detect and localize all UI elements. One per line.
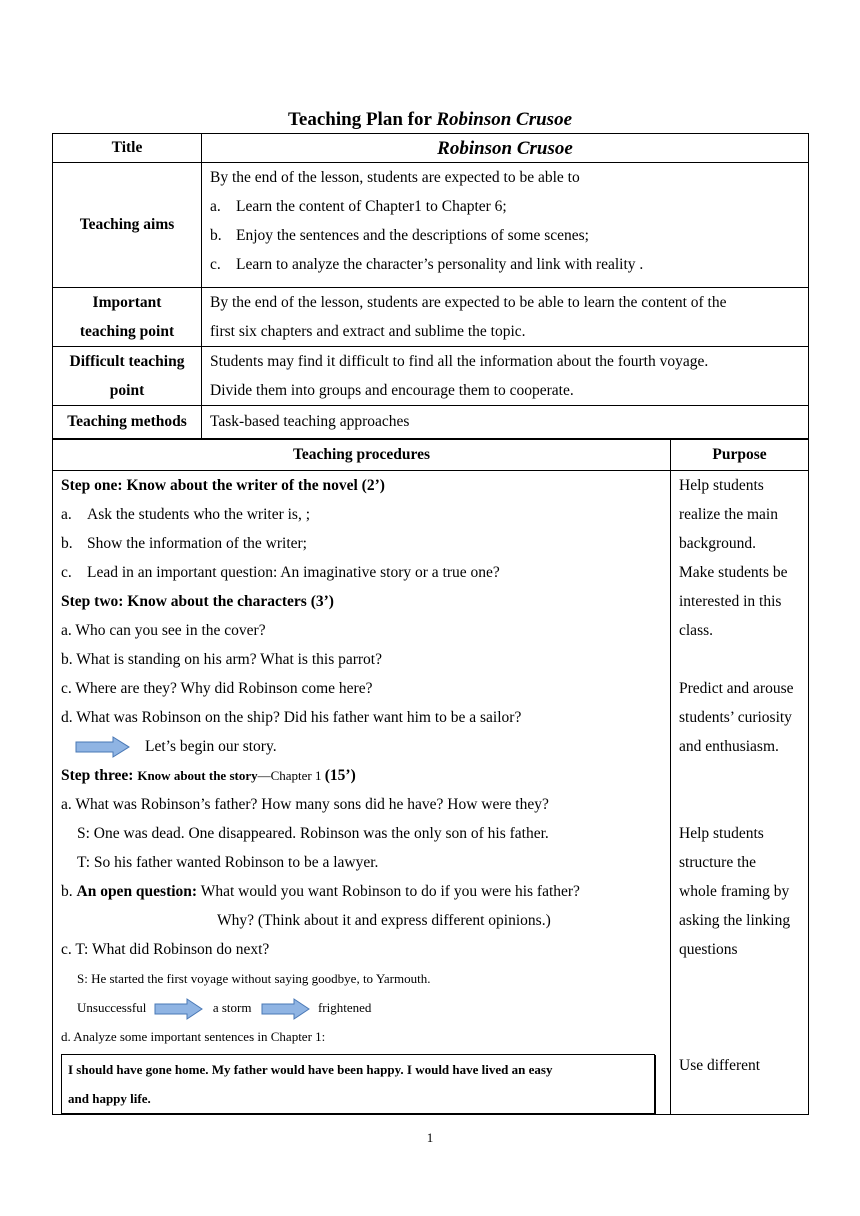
important-point-row bbox=[53, 288, 809, 347]
student-answer: S: One was dead. One disappeared. Robinson was the only son of his father. bbox=[77, 825, 549, 842]
purpose-line: and enthusiasm. bbox=[679, 738, 779, 755]
difficult-point-label: Difficult teaching point bbox=[53, 347, 202, 406]
step-item: c. T: What did Robinson do next? bbox=[61, 941, 270, 958]
purpose-line: Make students be bbox=[679, 564, 788, 581]
quote-box bbox=[61, 1054, 655, 1114]
right-arrow-icon bbox=[261, 998, 311, 1020]
purpose-line bbox=[679, 790, 808, 819]
purpose-line: background. bbox=[679, 535, 757, 552]
document-title-italic: Robinson Crusoe bbox=[436, 109, 573, 130]
purpose-line bbox=[679, 964, 808, 993]
step-item: b. Show the information of the writer; bbox=[61, 535, 307, 552]
step-three-title: Step three: Know about the story—Chapter 1 (15’) bbox=[61, 767, 356, 784]
quote-line: and happy life. bbox=[68, 1091, 151, 1106]
purpose-line bbox=[679, 993, 808, 1022]
aim-item: a. Learn the content of Chapter1 to Chapter 6; bbox=[210, 198, 507, 215]
important-point-text: first six chapters and extract and sublime the topic. bbox=[210, 323, 526, 340]
flow-step: Unsuccessful bbox=[77, 1000, 147, 1015]
flow-step: frightened bbox=[317, 1000, 372, 1015]
purpose-line bbox=[679, 1022, 808, 1051]
step-item: a. What was Robinson’s father? How many sons did he have? How were they? bbox=[61, 796, 549, 813]
purpose-line: Help students bbox=[679, 825, 764, 842]
flow-line bbox=[61, 993, 670, 1022]
overview-table bbox=[52, 133, 809, 439]
step-item: a. Ask the students who the writer is, ; bbox=[61, 506, 311, 523]
purpose-line: structure the bbox=[679, 854, 757, 871]
step-two-title: Step two: Know about the characters (3’) bbox=[61, 593, 334, 610]
title-label: Title bbox=[53, 134, 202, 163]
step-item: d. Analyze some important sentences in Chapter 1: bbox=[61, 1029, 326, 1044]
purpose-line bbox=[679, 761, 808, 790]
aims-label: Teaching aims bbox=[53, 163, 202, 288]
purpose-line: whole framing by bbox=[679, 883, 790, 900]
lets-begin-line: Let’s begin our story. bbox=[61, 732, 670, 761]
step-item: c. Lead in an important question: An imaginative story or a true one? bbox=[61, 564, 500, 581]
right-arrow-icon bbox=[75, 736, 131, 758]
purpose-line: asking the linking bbox=[679, 912, 791, 929]
title-row bbox=[53, 134, 809, 163]
purpose-line: Use different bbox=[679, 1057, 761, 1074]
aims-intro: By the end of the lesson, students are expected to be able to bbox=[210, 169, 580, 186]
step-one-title: Step one: Know about the writer of the novel (2’) bbox=[61, 477, 385, 494]
step-item: b. What is standing on his arm? What is this parrot? bbox=[61, 651, 382, 668]
purpose-line: questions bbox=[679, 941, 738, 958]
important-point-label: Important teaching point bbox=[53, 288, 202, 347]
procedures-cell bbox=[53, 471, 671, 1115]
flow-step: a storm bbox=[212, 1000, 252, 1015]
difficult-point-text: Students may find it difficult to find all the information about the fourth voyage. bbox=[210, 353, 709, 370]
purpose-cell bbox=[671, 471, 809, 1115]
procedures-body-row bbox=[53, 471, 809, 1115]
difficult-point-text: Divide them into groups and encourage them to cooperate. bbox=[210, 382, 574, 399]
difficult-point-row bbox=[53, 347, 809, 406]
right-arrow-icon bbox=[154, 998, 204, 1020]
quote-line: I should have gone home. My father would have been happy. I would have lived an easy bbox=[68, 1062, 553, 1077]
step-item-continued: Why? (Think about it and express different opinions.) bbox=[217, 912, 551, 929]
teacher-line: T: So his father wanted Robinson to be a lawyer. bbox=[77, 854, 379, 871]
aim-item: c. Learn to analyze the character’s personality and link with reality . bbox=[210, 256, 644, 273]
document-title: Teaching Plan for Robinson Crusoe bbox=[287, 109, 573, 130]
step-item: a. Who can you see in the cover? bbox=[61, 622, 266, 639]
purpose-line: Help students bbox=[679, 477, 764, 494]
student-answer: S: He started the first voyage without saying goodbye, to Yarmouth. bbox=[77, 971, 431, 986]
important-point-text: By the end of the lesson, students are expected to be able to learn the content of the bbox=[210, 294, 727, 311]
purpose-line bbox=[679, 645, 808, 674]
aims-row bbox=[53, 163, 809, 288]
purpose-line: students’ curiosity bbox=[679, 709, 792, 726]
purpose-line: interested in this bbox=[679, 593, 782, 610]
purpose-header: Purpose bbox=[671, 440, 809, 471]
step-item: d. What was Robinson on the ship? Did his father want him to be a sailor? bbox=[61, 709, 522, 726]
purpose-list bbox=[679, 471, 808, 1080]
methods-value: Task-based teaching approaches bbox=[210, 413, 410, 430]
step-item: b. An open question: What would you want Robinson to do if you were his father? bbox=[61, 883, 580, 900]
purpose-line: Predict and arouse bbox=[679, 680, 794, 697]
purpose-line: class. bbox=[679, 622, 714, 639]
methods-label: Teaching methods bbox=[53, 406, 202, 439]
procedures-header: Teaching procedures bbox=[53, 440, 671, 471]
purpose-line: realize the main bbox=[679, 506, 778, 523]
title-value: Robinson Crusoe bbox=[437, 138, 573, 159]
methods-row bbox=[53, 406, 809, 439]
procedures-header-row bbox=[53, 440, 809, 471]
step-item: c. Where are they? Why did Robinson come here? bbox=[61, 680, 373, 697]
aim-item: b. Enjoy the sentences and the descriptions of some scenes; bbox=[210, 227, 589, 244]
page-number: 1 bbox=[426, 1130, 434, 1145]
procedures-table bbox=[52, 439, 809, 1115]
